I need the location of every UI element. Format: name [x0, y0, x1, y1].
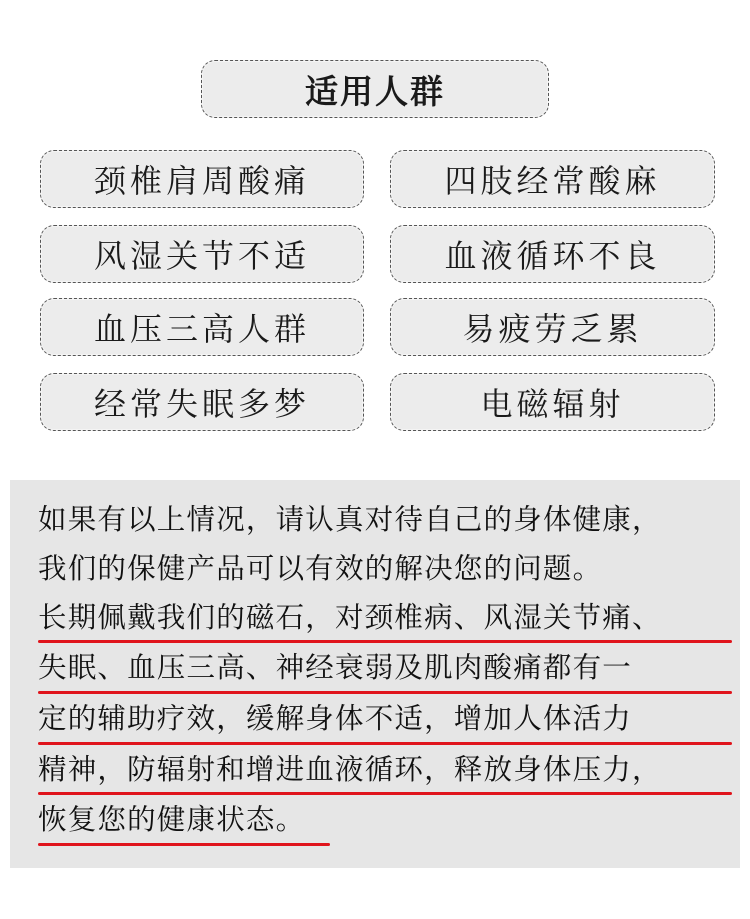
red-underline: [38, 640, 732, 643]
red-underline: [38, 691, 732, 694]
paragraph-line: 精神，防辐射和增进血液循环，释放身体压力，: [38, 753, 662, 786]
paragraph-line: 定的辅助疗效，缓解身体不适，增加人体活力: [38, 702, 633, 735]
group-tag-insomnia: 经常失眠多梦: [40, 373, 364, 431]
group-tag-circulation: 血液循环不良: [390, 225, 715, 283]
red-underline: [38, 742, 732, 745]
paragraph-line: 我们的保健产品可以有效的解决您的问题。: [38, 552, 603, 585]
red-underline: [38, 792, 732, 795]
group-tag-limbs-numbness: 四肢经常酸麻: [390, 150, 715, 208]
description-panel: [10, 480, 740, 868]
paragraph-line: 恢复您的健康状态。: [38, 803, 306, 836]
group-tag-fatigue: 易疲劳乏累: [390, 298, 715, 356]
group-tag-radiation: 电磁辐射: [390, 373, 715, 431]
red-underline: [38, 843, 330, 846]
paragraph-line: 如果有以上情况，请认真对待自己的身体健康，: [38, 503, 662, 536]
paragraph-line: 失眠、血压三高、神经衰弱及肌肉酸痛都有一: [38, 651, 633, 684]
group-tag-rheumatism: 风湿关节不适: [40, 225, 364, 283]
section-title: 适用人群: [201, 60, 549, 118]
paragraph-line: 长期佩戴我们的磁石，对颈椎病、风湿关节痛、: [38, 601, 662, 634]
group-tag-neck-shoulder: 颈椎肩周酸痛: [40, 150, 364, 208]
group-tag-three-highs: 血压三高人群: [40, 298, 364, 356]
